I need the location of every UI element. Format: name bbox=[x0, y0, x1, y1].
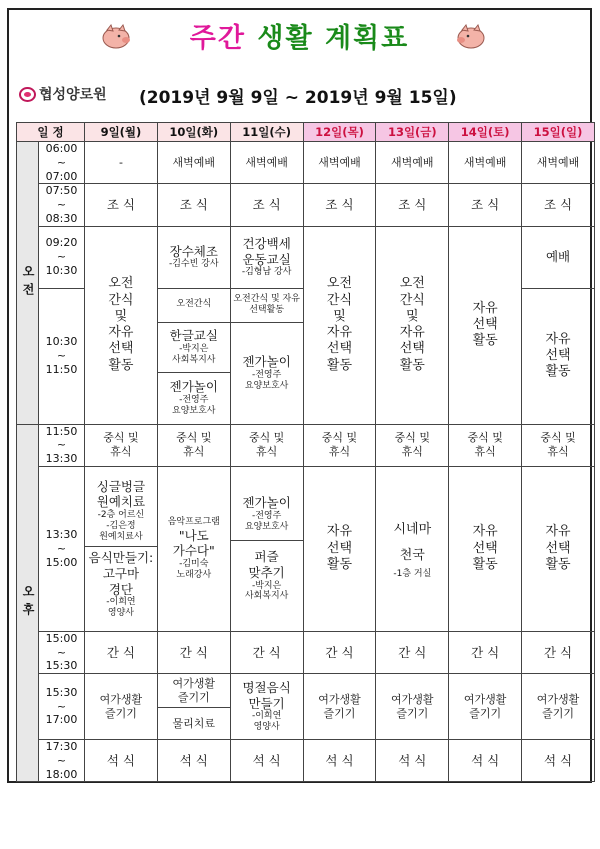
header-row bbox=[17, 123, 595, 142]
time-cell: 09:20 ~ 10:30 bbox=[39, 226, 85, 288]
activity-cell: 예배 bbox=[522, 226, 595, 288]
pig-icon bbox=[454, 24, 488, 50]
time-cell: 15:00 ~ 15:30 bbox=[39, 631, 85, 673]
section-header: 일 정 bbox=[17, 123, 85, 142]
activity-cell: 석 식 bbox=[85, 740, 158, 782]
table-row bbox=[17, 631, 595, 673]
schedule-table bbox=[16, 122, 595, 782]
table-row bbox=[17, 226, 595, 288]
activity-cell: 조 식 bbox=[522, 184, 595, 226]
activity-cell: 석 식 bbox=[157, 740, 230, 782]
activity-cell: 오전간식 bbox=[157, 288, 230, 322]
activity-cell: 자유 선택 활동 bbox=[522, 288, 595, 424]
activity-cell: 젠가놀이 -전영주 요양보호사 bbox=[157, 372, 230, 424]
activity-cell: 새벽예배 bbox=[522, 142, 595, 184]
activity-cell: 오전 간식 및 자유 선택 활동 bbox=[85, 226, 158, 424]
activity-cell: 새벽예배 bbox=[449, 142, 522, 184]
activity-cell: 새벽예배 bbox=[303, 142, 376, 184]
activity-cell: 석 식 bbox=[449, 740, 522, 782]
time-cell: 13:30 ~ 15:00 bbox=[39, 466, 85, 631]
activity-cell: 간 식 bbox=[303, 631, 376, 673]
activity-cell: 중식 및 휴식 bbox=[230, 424, 303, 466]
activity-cell: 간 식 bbox=[376, 631, 449, 673]
activity-cell: 건강백세 운동교실 -김형남 강사 bbox=[230, 226, 303, 288]
activity-cell: 새벽예배 bbox=[230, 142, 303, 184]
activity-cell: 오전 간식 및 자유 선택 활동 bbox=[303, 226, 376, 424]
activity-cell: 간 식 bbox=[157, 631, 230, 673]
activity-cell: 여가생활 즐기기 bbox=[85, 674, 158, 740]
activity-cell: 젠가놀이 -전영주 요양보호사 퍼즐 맞추기 -박지은 사회복지사 bbox=[230, 466, 303, 631]
activity-cell: 한글교실 -박지은 사회복지사 bbox=[157, 322, 230, 372]
day-header: 10일(화) bbox=[157, 123, 230, 142]
activity-cell: 석 식 bbox=[376, 740, 449, 782]
title-part-3: 계획표 bbox=[324, 23, 410, 54]
page-title bbox=[9, 16, 590, 55]
org-name bbox=[19, 84, 107, 104]
table-row bbox=[17, 466, 595, 631]
activity-cell: 여가생활 즐기기 bbox=[157, 674, 230, 708]
time-cell: 17:30 ~ 18:00 bbox=[39, 740, 85, 782]
activity-cell: 싱글벙글 원예치료 -2층 어르신 -김은정 원예치료사 음식만들기: 고구마 경단 -이희연 영양사 bbox=[85, 466, 158, 631]
activity-cell: 젠가놀이 -전영주 요양보호사 bbox=[230, 322, 303, 424]
pig-icon bbox=[99, 24, 133, 50]
schedule-frame bbox=[7, 8, 592, 783]
day-header: 14일(토) bbox=[449, 123, 522, 142]
activity-cell: 간 식 bbox=[449, 631, 522, 673]
title-part-1: 주간 bbox=[189, 23, 246, 54]
activity-cell: 간 식 bbox=[522, 631, 595, 673]
activity-cell: 여가생활 즐기기 bbox=[376, 674, 449, 740]
activity-cell: 자유 선택 활동 bbox=[449, 466, 522, 631]
activity-cell: 물리치료 bbox=[157, 708, 230, 740]
activity-cell: 여가생활 즐기기 bbox=[449, 674, 522, 740]
table-row bbox=[17, 184, 595, 226]
table-row bbox=[17, 740, 595, 782]
table-row bbox=[17, 142, 595, 184]
activity-cell: 중식 및 휴식 bbox=[85, 424, 158, 466]
activity-cell: 간 식 bbox=[230, 631, 303, 673]
activity-cell: 자유 선택 활동 bbox=[449, 226, 522, 424]
period: (2019년 9월 9일 ~ 2019년 9월 15일) bbox=[139, 88, 457, 108]
activity-cell: 자유 선택 활동 bbox=[303, 466, 376, 631]
activity-cell: 명절음식 만들기 -이희연 영양사 bbox=[230, 674, 303, 740]
activity-cell: 조 식 bbox=[85, 184, 158, 226]
activity-cell: 석 식 bbox=[522, 740, 595, 782]
activity-cell: 간 식 bbox=[85, 631, 158, 673]
day-header: 13일(금) bbox=[376, 123, 449, 142]
activity-cell: 중식 및 휴식 bbox=[449, 424, 522, 466]
section-am: 오전 bbox=[17, 142, 39, 425]
activity-cell: 조 식 bbox=[303, 184, 376, 226]
activity-cell: 석 식 bbox=[230, 740, 303, 782]
title-part-2: 생활 bbox=[257, 23, 314, 54]
activity-cell: 음악프로그램 "나도 가수다" -김미숙 노래강사 bbox=[157, 466, 230, 631]
activity-cell: 여가생활 즐기기 bbox=[522, 674, 595, 740]
org-logo-icon bbox=[19, 87, 36, 102]
time-cell: 10:30 ~ 11:50 bbox=[39, 288, 85, 424]
time-cell: 07:50 ~ 08:30 bbox=[39, 184, 85, 226]
activity-cell: 조 식 bbox=[376, 184, 449, 226]
day-header: 15일(일) bbox=[522, 123, 595, 142]
activity-cell: 장수체조 -김수빈 강사 bbox=[157, 226, 230, 288]
time-cell: 06:00 ~ 07:00 bbox=[39, 142, 85, 184]
time-cell: 11:50 ~ 13:30 bbox=[39, 424, 85, 466]
activity-cell: 조 식 bbox=[157, 184, 230, 226]
day-header: 9일(월) bbox=[85, 123, 158, 142]
activity-cell: 석 식 bbox=[303, 740, 376, 782]
activity-cell: 자유 선택 활동 bbox=[522, 466, 595, 631]
table-row bbox=[17, 674, 595, 708]
activity-cell: 새벽예배 bbox=[157, 142, 230, 184]
day-header: 12일(목) bbox=[303, 123, 376, 142]
activity-cell: 중식 및 휴식 bbox=[522, 424, 595, 466]
activity-cell: 조 식 bbox=[449, 184, 522, 226]
activity-cell: 여가생활 즐기기 bbox=[303, 674, 376, 740]
activity-cell: 조 식 bbox=[230, 184, 303, 226]
activity-cell: 중식 및 휴식 bbox=[157, 424, 230, 466]
day-header: 11일(수) bbox=[230, 123, 303, 142]
section-pm: 오후 bbox=[17, 424, 39, 782]
activity-cell: 오전간식 및 자유선택활동 bbox=[230, 288, 303, 322]
time-cell: 15:30 ~ 17:00 bbox=[39, 674, 85, 740]
activity-cell: - bbox=[85, 142, 158, 184]
activity-cell: 시네마 천국 -1층 거실 bbox=[376, 466, 449, 631]
table-row bbox=[17, 424, 595, 466]
activity-cell: 새벽예배 bbox=[376, 142, 449, 184]
org-label: 협성양로원 bbox=[39, 87, 107, 103]
activity-cell: 오전 간식 및 자유 선택 활동 bbox=[376, 226, 449, 424]
activity-cell: 중식 및 휴식 bbox=[303, 424, 376, 466]
activity-cell: 중식 및 휴식 bbox=[376, 424, 449, 466]
